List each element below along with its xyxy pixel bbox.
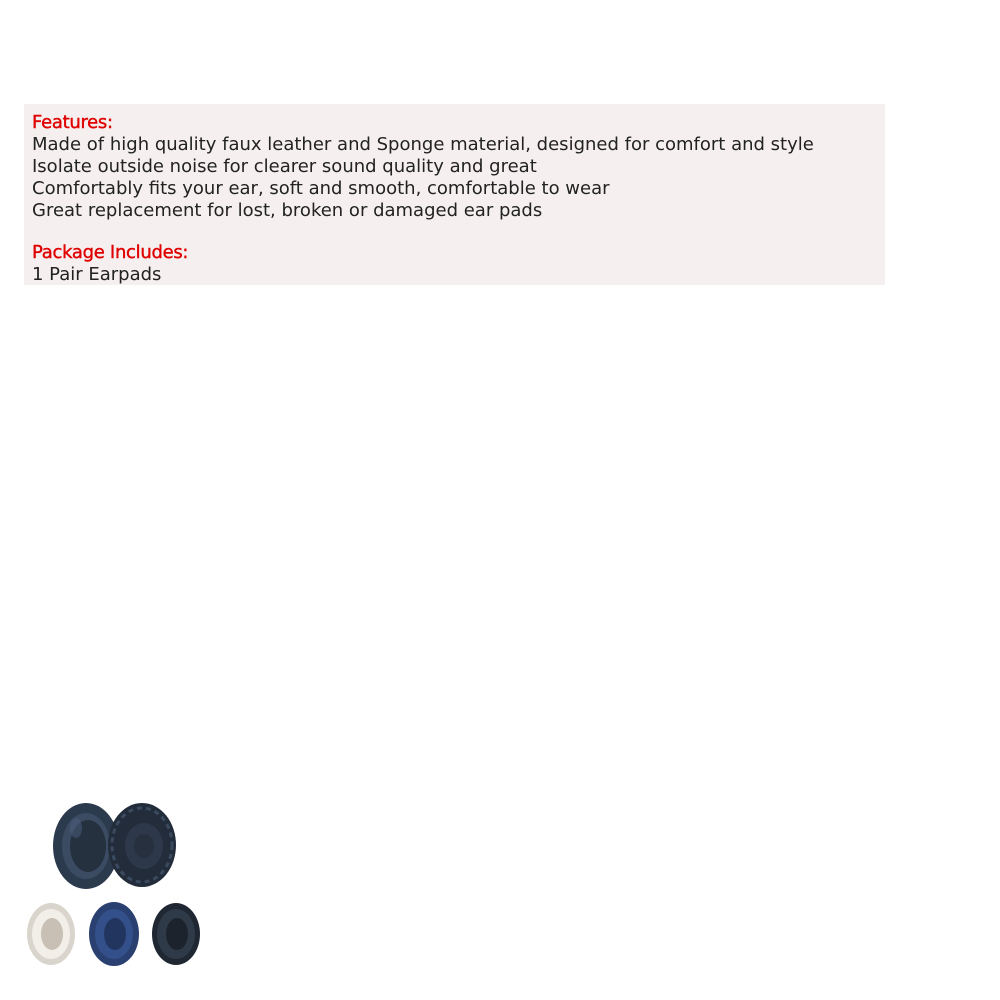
features-heading: Features: (32, 112, 113, 133)
feature-item-4: Great replacement for lost, broken or damaged ear pads (32, 200, 543, 221)
feature-item-2: Isolate outside noise for clearer sound quality and great (32, 156, 537, 177)
earpad-black (152, 903, 200, 965)
earpads-product-icon (24, 798, 204, 968)
earpad-blue (89, 902, 139, 966)
earpad-white (27, 903, 75, 965)
product-thumbnail[interactable] (24, 798, 204, 968)
feature-item-3: Comfortably fits your ear, soft and smooth, comfortable to wear (32, 178, 610, 199)
earpad-back-dark (108, 803, 176, 887)
section-spacer (32, 222, 885, 242)
package-heading: Package Includes: (32, 242, 189, 263)
package-item-1: 1 Pair Earpads (32, 264, 162, 285)
product-description (24, 104, 885, 285)
feature-item-1: Made of high quality faux leather and Sponge material, designed for comfort and style (32, 134, 814, 155)
